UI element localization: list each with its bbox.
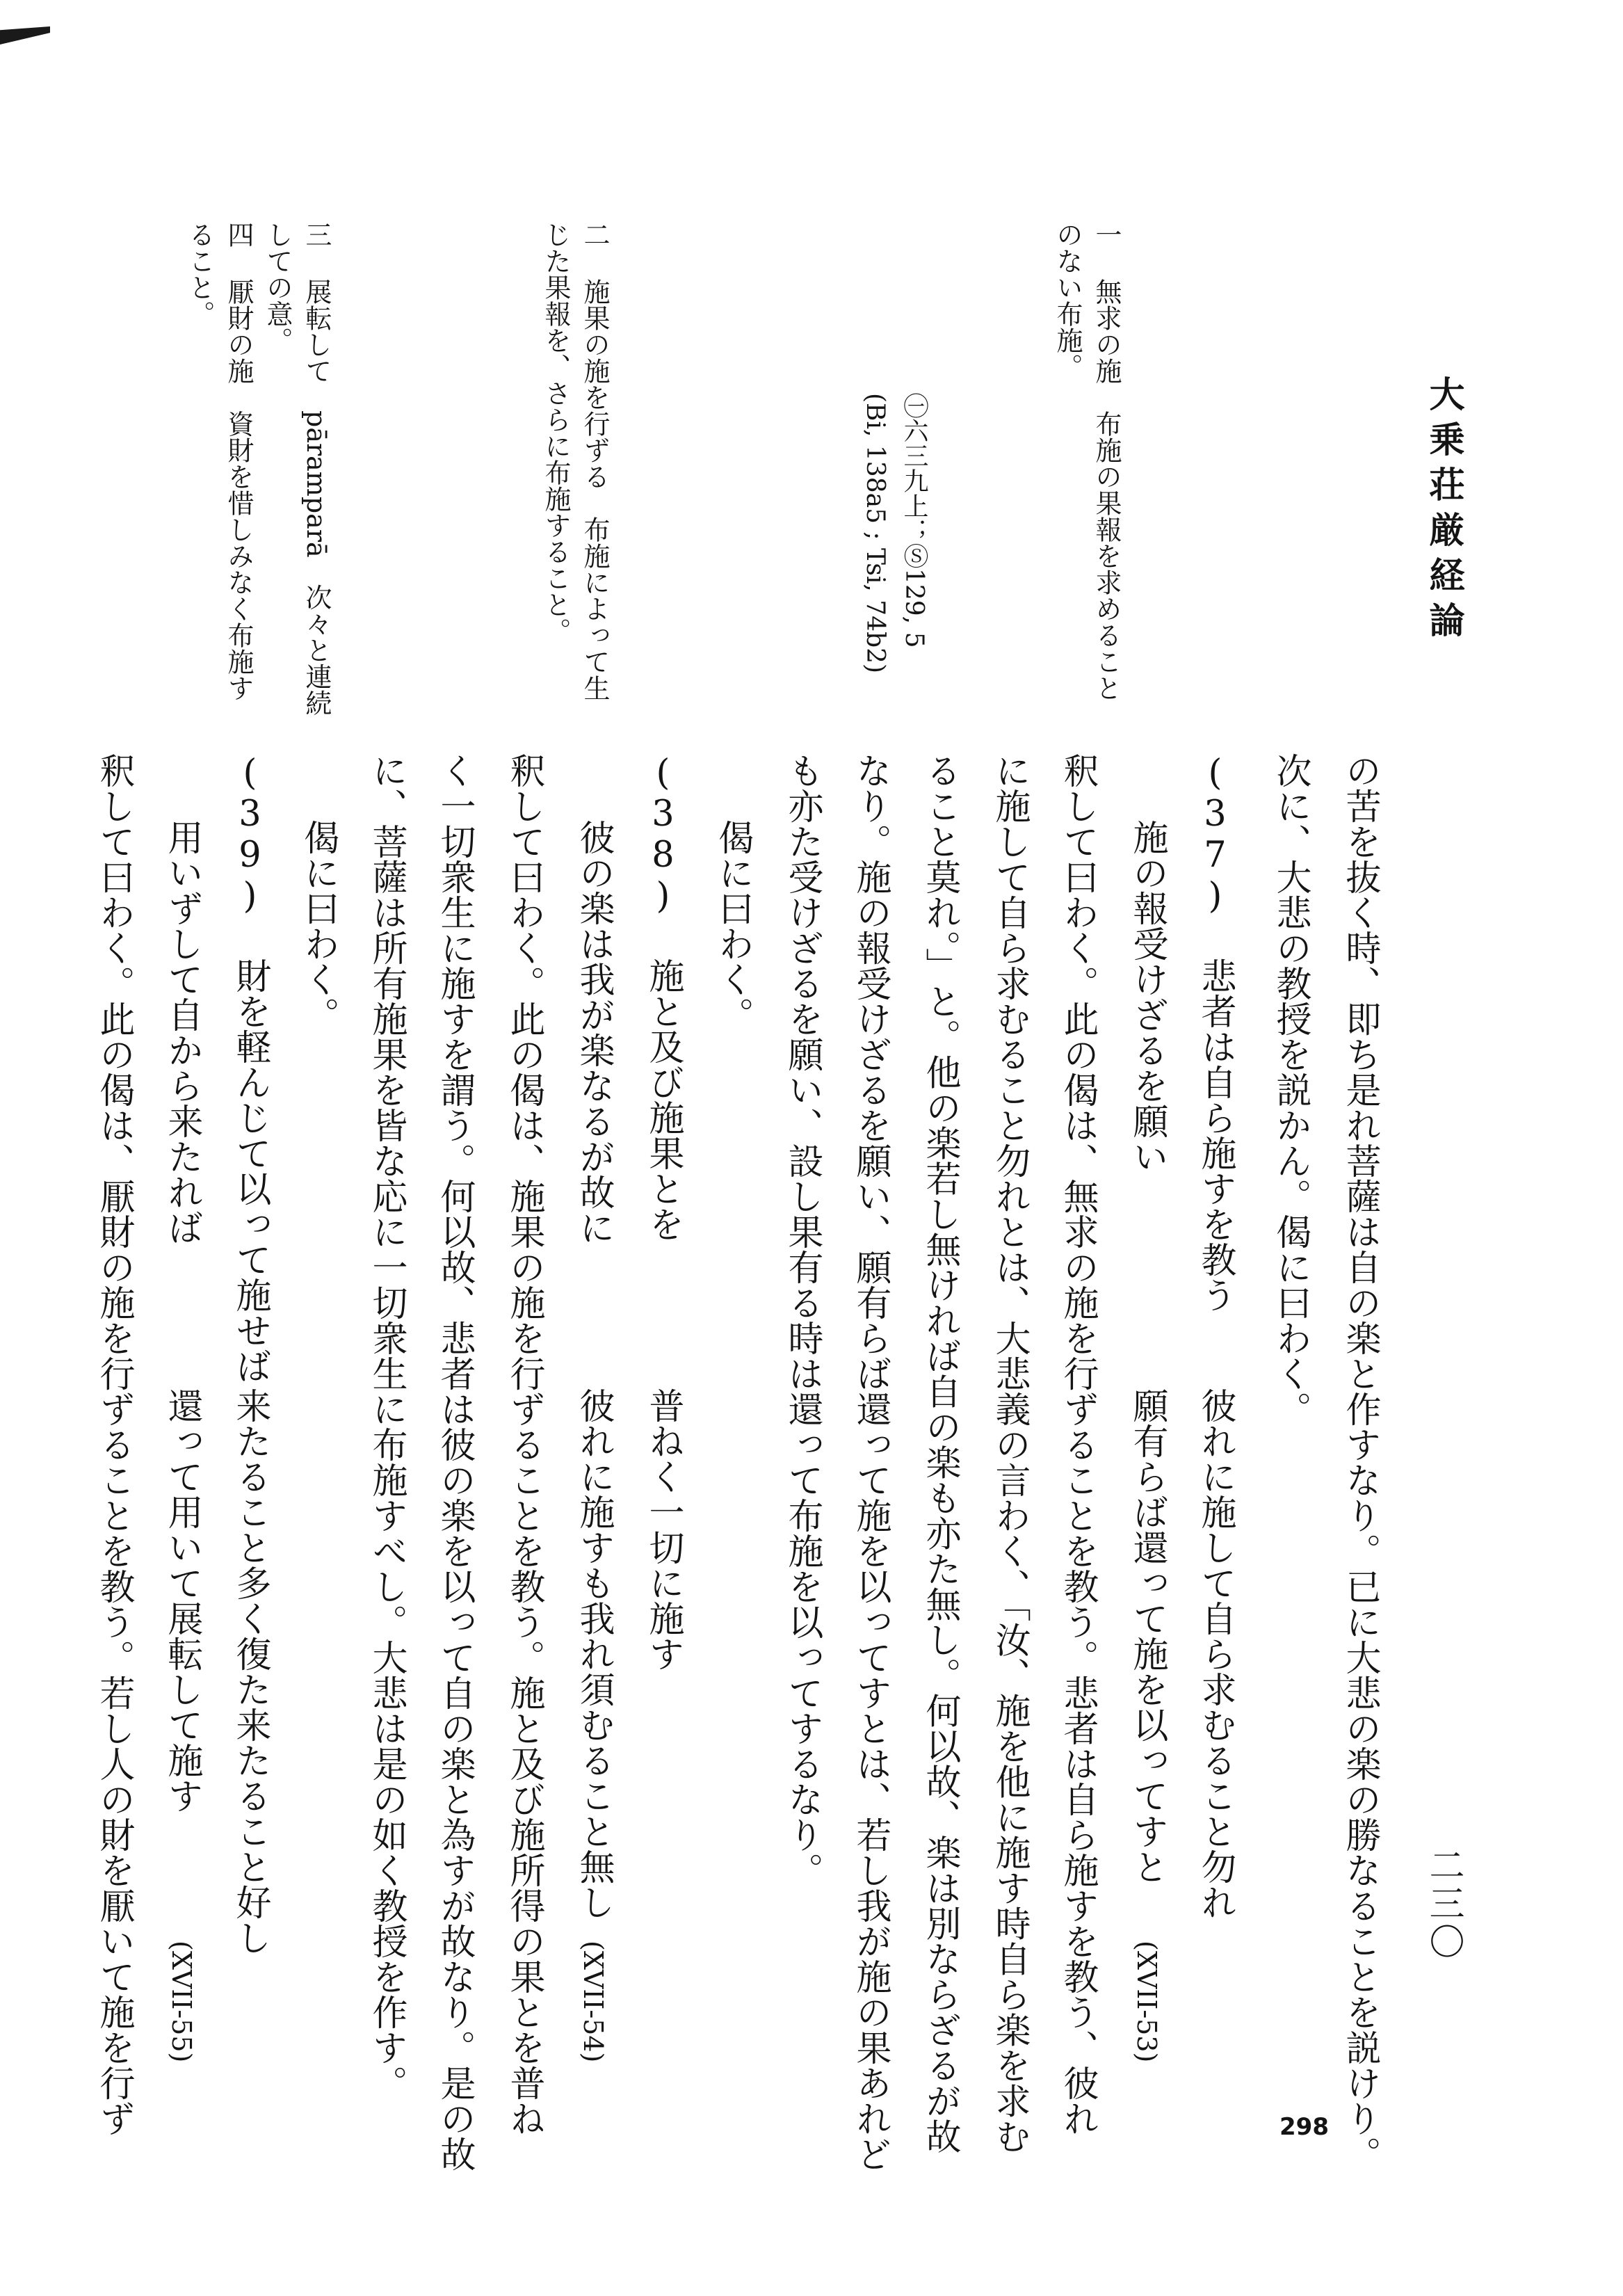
footnote-continuation: しての意。 xyxy=(262,221,293,353)
verse-heading: (38) 施と及び施果とを xyxy=(643,753,684,1242)
footnote-head: 三 展転して xyxy=(301,221,332,410)
text-column: 偈に曰わく。 xyxy=(712,819,753,1032)
text-column: に施して自ら求むること勿れとは、大悲義の言わく、「汝、施を他に施す時自ら楽を求む xyxy=(989,753,1030,2154)
footnote: 四 厭財の施 資財を惜しみなく布施す xyxy=(223,221,254,701)
text-column: 次に、大悲の教授を説かん。偈に曰わく。 xyxy=(1270,753,1311,1427)
source-reference: ㊀六三九上；Ⓢ129, 5 xyxy=(900,393,928,648)
verse-reference: (XVII-55) xyxy=(166,1941,197,2063)
sanskrit-term: pāramparā xyxy=(301,410,332,558)
page-corner-mark xyxy=(0,26,50,45)
source-reference: (Bi, 138a5 ; Tsi, 74b2) xyxy=(861,393,889,674)
footnote-continuation: のない布施。 xyxy=(1052,221,1083,380)
verse-line: 彼れに施して自ら求むること勿れ xyxy=(1195,1388,1236,1920)
text-column: に、菩薩は所有施果を皆な応に一切衆生に布施すべし。大悲は是の如く教授を作す。 xyxy=(366,753,407,2101)
verse-line: 普ねく一切に施す xyxy=(643,1388,684,1671)
text-column: く一切衆生に施すを謂う。何以故、悲者は彼の楽を以って自の楽と為すが故なり。是の故 xyxy=(434,753,475,2171)
verse-line: 彼れに施すも我れ須むること無し xyxy=(573,1388,614,1920)
text-column: 偈に曰わく。 xyxy=(298,819,339,1032)
verse-line: 還って用いて展転して施す xyxy=(161,1388,202,1813)
text-column: 釈して曰わく。此の偈は、施果の施を行ずることを教う。施と及び施所得の果とを普ね xyxy=(503,753,544,2136)
verse-reference: (XVII-54) xyxy=(578,1941,608,2063)
verse-line: 彼の楽は我が楽なるが故に xyxy=(573,819,614,1245)
text-column: なり。施の報受けざるを願い、願有らば還って施を以ってすとは、若し我が施の果あれど xyxy=(850,753,891,2171)
footnote-tail: 次々と連続 xyxy=(301,557,332,716)
running-title: 大乗荘厳経論 xyxy=(1423,376,1464,647)
text-column: 釈して曰わく。此の偈は、厭財の施を行ずることを教う。若し人の財を厭いて施を行ず xyxy=(93,753,134,2136)
page-number: 298 xyxy=(1279,2113,1329,2141)
verse-reference: (XVII-53) xyxy=(1131,1941,1162,2063)
verse-line: 用いずして自から来たれば xyxy=(161,819,202,1245)
footnote-continuation: じた果報を、さらに布施すること。 xyxy=(540,221,571,644)
text-column: の苦を抜く時、即ち是れ菩薩は自の楽と作すなり。已に大悲の楽の勝なることを説けり。 xyxy=(1339,753,1380,2171)
footnote: 二 施果の施を行ずる 布施によって生 xyxy=(579,221,610,701)
text-column: 釈して曰わく。此の偈は、無求の施を行ずることを教う。悲者は自ら施すを教う、彼れ xyxy=(1057,753,1098,2136)
footnote xyxy=(303,221,330,716)
verse-line: 来たること多く復た来たること好し xyxy=(229,1388,270,1955)
verse-heading: (39) 財を軽んじて以って施せば xyxy=(229,753,270,1383)
text-column: も亦た受けざるを願い、設し果有る時は還って布施を以ってするなり。 xyxy=(782,753,823,1888)
verse-line: 願有らば還って施を以ってすと xyxy=(1127,1388,1168,1884)
verse-heading: (37) 悲者は自ら施すを教う xyxy=(1195,753,1236,1312)
text-column: ること莫れ。」と。他の楽若し無ければ自の楽も亦た無し。何以故、楽は別ならざるが故 xyxy=(919,753,960,2154)
footnote: 一 無求の施 布施の果報を求めること xyxy=(1091,221,1122,701)
footnote-continuation: ること。 xyxy=(184,221,215,327)
folio-kanji: 二三〇 xyxy=(1423,1847,1464,1961)
verse-line: 施の報受けざるを願い xyxy=(1127,819,1168,1174)
